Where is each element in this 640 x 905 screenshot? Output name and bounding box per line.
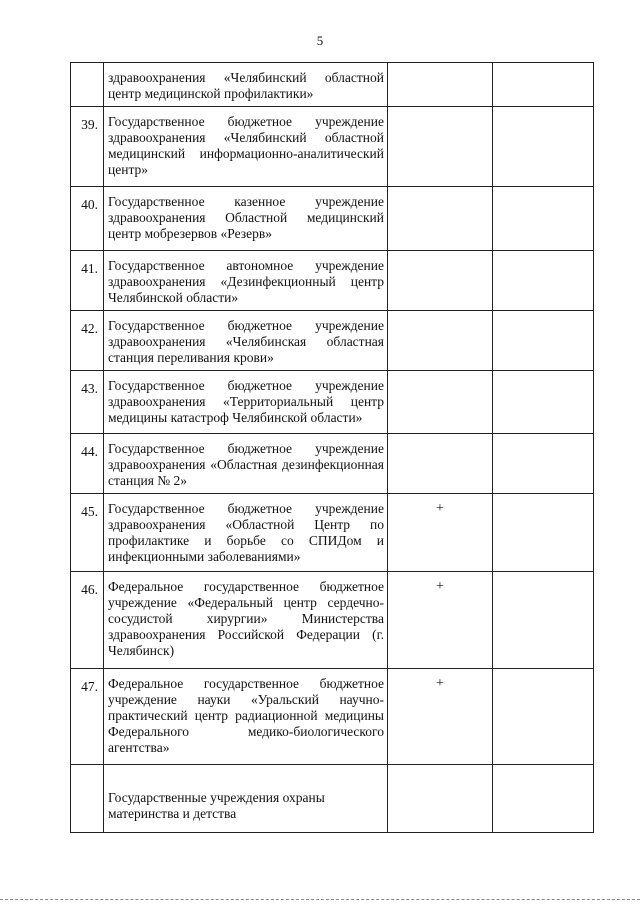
institution-name: Государственное автономное учреждение здравоохранения «Дезинфекционный центр Челябинской области» [104,251,388,311]
institution-name: Государственное казенное учреждение здравоохранения Областной медицинский центр мобрезервов «Резерв» [104,187,388,251]
mark-cell [388,107,493,187]
row-number: 39. [71,107,104,187]
mark-cell [388,371,493,434]
institutions-table [70,62,594,833]
row-number: 41. [71,251,104,311]
row-number: 46. [71,572,104,669]
institution-name: Государственное бюджетное учреждение здравоохранения «Челябинская областная станция переливания крови» [104,311,388,371]
mark-cell: + [388,572,493,669]
row-number: 42. [71,311,104,371]
institution-name: Федеральное государственное бюджетное учреждение науки «Уральский научно-практический центр радиационной медицины Федерального медико-биологического агентства» [104,669,388,765]
institution-name: Государственное бюджетное учреждение здравоохранения «Челябинский областной медицинский информационно-аналитический центр» [104,107,388,187]
table-row [71,434,594,494]
institution-name: Государственное бюджетное учреждение здравоохранения «Областной Центр по профилактике и борьбе со СПИДом и инфекционными заболеваниями» [104,494,388,572]
table-row [71,251,594,311]
mark-cell [388,251,493,311]
empty-cell [493,371,594,434]
institution-name: Государственное бюджетное учреждение здравоохранения «Областная дезинфекционная станция № 2» [104,434,388,494]
mark-cell [388,63,493,107]
mark-cell: + [388,494,493,572]
table-row [71,572,594,669]
mark-cell [388,187,493,251]
mark-cell [388,765,493,833]
empty-cell [493,107,594,187]
table-row [71,669,594,765]
mark-cell [388,311,493,371]
mark-cell [388,434,493,494]
row-number: 43. [71,371,104,434]
empty-cell [493,434,594,494]
institution-name: Государственное бюджетное учреждение здравоохранения «Территориальный центр медицины катастроф Челябинской области» [104,371,388,434]
scan-edge-divider [0,899,640,900]
table-row [71,371,594,434]
empty-cell [493,765,594,833]
row-number [71,765,104,833]
institution-name: здравоохранения «Челябинский областной центр медицинской профилактики» [104,63,388,107]
empty-cell [493,669,594,765]
empty-cell [493,251,594,311]
row-number: 40. [71,187,104,251]
mark-cell: + [388,669,493,765]
row-number: 44. [71,434,104,494]
table-row [71,311,594,371]
empty-cell [493,572,594,669]
table-row [71,63,594,107]
page-number: 5 [316,33,324,48]
empty-cell [493,63,594,107]
section-heading: Государственные учреждения охраны материнства и детства [104,765,388,833]
institution-name: Федеральное государственное бюджетное учреждение «Федеральный центр сердечно-сосудистой хирургии» Министерства здравоохранения Российской Федерации (г. Челябинск) [104,572,388,669]
row-number: 47. [71,669,104,765]
section-heading-row [71,765,594,833]
table-row [71,107,594,187]
row-number: 45. [71,494,104,572]
empty-cell [493,311,594,371]
empty-cell [493,494,594,572]
table-row [71,187,594,251]
table-row [71,494,594,572]
empty-cell [493,187,594,251]
row-number [71,63,104,107]
